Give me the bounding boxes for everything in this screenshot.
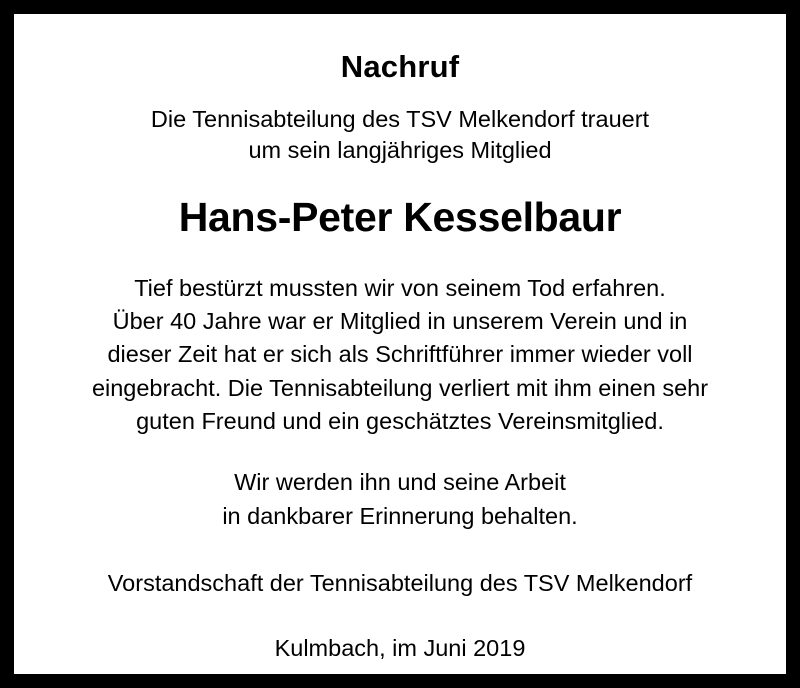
notice-body: [92, 272, 708, 439]
obituary-notice: [14, 14, 786, 674]
notice-body-line: dieser Zeit hat er sich als Schriftführer immer wieder voll: [107, 341, 693, 368]
notice-intro-line: um sein langjähriges Mitglied: [248, 137, 552, 164]
deceased-name: Hans-Peter Kesselbaur: [178, 193, 622, 240]
notice-closing: [222, 466, 577, 533]
notice-body-line: eingebracht. Die Tennisabteilung verliert mit ihm einen sehr: [91, 374, 709, 401]
notice-body-line: Tief bestürzt mussten wir von seinem Tod erfahren.: [134, 274, 666, 301]
notice-closing-line: in dankbarer Erinnerung behalten.: [222, 502, 578, 529]
notice-signature: Vorstandschaft der Tennisabteilung des TSV Melkendorf: [107, 570, 693, 597]
notice-place-date: Kulmbach, im Juni 2019: [274, 635, 526, 662]
notice-intro-line: Die Tennisabteilung des TSV Melkendorf trauert: [150, 106, 650, 133]
notice-closing-line: Wir werden ihn und seine Arbeit: [234, 469, 566, 496]
notice-body-line: Über 40 Jahre war er Mitglied in unserem Verein und in: [112, 308, 688, 335]
notice-heading: Nachruf: [340, 49, 460, 84]
obituary-content: [14, 14, 786, 674]
notice-body-line: guten Freund und ein geschätztes Vereinsmitglied.: [136, 408, 664, 435]
notice-intro: [151, 104, 649, 167]
